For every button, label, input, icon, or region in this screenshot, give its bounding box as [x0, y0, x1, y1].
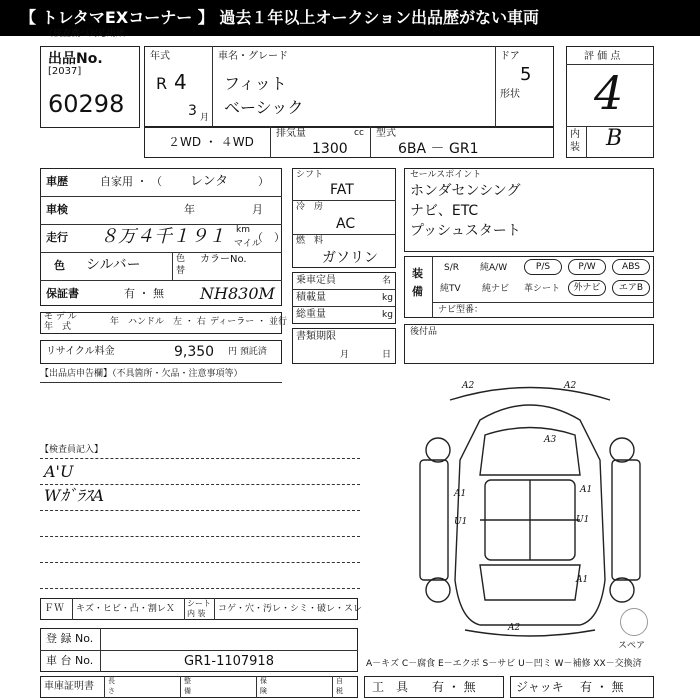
- door-label: ドア: [500, 51, 520, 62]
- history-close: ）: [258, 175, 269, 188]
- recycle-value: 9,350: [174, 344, 215, 360]
- sales-points-label: セールスポイント: [410, 170, 482, 180]
- history-options: 自家用 ・ （: [100, 175, 162, 188]
- spare-tire-icon: [620, 608, 648, 636]
- mileage-unit-km: km: [236, 225, 250, 235]
- navi-model-label: ナビ型番：: [438, 305, 484, 315]
- mark-a2-bottom: A2: [508, 623, 521, 633]
- sales-point-3: プッシュスタート: [410, 223, 521, 239]
- cert-maint-1: 整: [184, 677, 191, 685]
- cert-length-2: さ: [108, 687, 115, 695]
- model-year-dealer: ディーラー ・ 並行: [210, 317, 288, 327]
- lot-label: 出品No.: [48, 51, 103, 67]
- seller-notes-label: 【出品店申告欄】（不具箇所・欠品・注意事項等）: [40, 369, 243, 379]
- sales-point-1: ホンダセンシング: [410, 183, 521, 199]
- cert-maint-2: 備: [184, 687, 191, 695]
- shape-label: 形状: [500, 89, 520, 100]
- equip-airbag: エアB: [612, 280, 650, 296]
- spare-label: スペア: [618, 641, 646, 651]
- mileage-label: 走行: [46, 231, 68, 244]
- mark-a1-right-low: A1: [576, 575, 589, 585]
- year-month-suffix: 月: [200, 113, 210, 123]
- mark-u1-right: U1: [576, 515, 590, 525]
- mark-a1-left: A1: [454, 489, 467, 499]
- model-year-label-1: モ デ ル: [44, 312, 77, 322]
- color-code-label: カラーNo.: [200, 254, 247, 265]
- history-label: 車歴: [46, 175, 68, 188]
- mileage-paren: （ ）: [252, 231, 285, 244]
- inspector-notes-label: 【検査員記入】: [40, 445, 104, 455]
- fw-label: ＦＷ: [44, 603, 64, 614]
- equip-abs: ABS: [612, 259, 650, 275]
- year-value: 4: [174, 70, 187, 94]
- mark-a2-top-left: A2: [462, 381, 475, 391]
- equip-leather: 革シート: [524, 284, 561, 294]
- page-banner: 【 トレタマEXコーナー 】 過去１年以上オークション出品歴がない車両: [0, 0, 700, 36]
- load-label: 積載量: [296, 292, 326, 303]
- capacity-label: 乗車定員: [296, 275, 336, 286]
- equip-ext-navi: 外ナビ: [568, 280, 606, 296]
- displacement-value: 1300: [312, 141, 348, 157]
- capacity-unit: 名: [382, 276, 392, 286]
- interior-label-2: 装: [570, 142, 580, 153]
- doc-deadline-month: 月: [340, 350, 350, 360]
- color-change-1: 色: [176, 254, 186, 264]
- fw-items: キズ・ヒビ・凸・割レＸ: [76, 604, 175, 614]
- tools-label: 工 具: [372, 680, 409, 694]
- fuel-value: ガソリン: [322, 250, 378, 266]
- recycle-unit: 円 預託済: [228, 347, 267, 357]
- car-damage-diagram: [410, 380, 650, 640]
- cert-tax-2: 税: [336, 687, 343, 695]
- mileage-value: ８万４千１９１: [100, 226, 226, 247]
- color-label: 色: [54, 259, 65, 272]
- displacement-label: 排気量: [276, 128, 306, 139]
- model-value: 6BA － GR1: [398, 141, 479, 157]
- model-year-year: 年: [110, 317, 120, 327]
- year-label: 年式: [150, 51, 170, 62]
- mark-a1-right: A1: [580, 485, 593, 495]
- color-code: NH830M: [200, 284, 275, 303]
- top-note: （検査機づ対応用紙: [44, 29, 126, 39]
- interior-label-1: 内: [570, 129, 580, 140]
- model-year-handle: ハンドル 左 ・ 右: [128, 317, 206, 327]
- car-label: 車名・グレード: [218, 51, 288, 62]
- cert-length-1: 長: [108, 677, 115, 685]
- shift-label: シフト: [296, 170, 324, 180]
- aircon-value: AC: [336, 216, 356, 232]
- seat-label-2: 内 装: [187, 609, 206, 618]
- doc-deadline-label: 書類期限: [296, 331, 336, 342]
- aftermarket-label: 後付品: [410, 327, 438, 337]
- inspection-month: 月: [252, 203, 263, 216]
- jack-options: 有 ・ 無: [580, 680, 624, 694]
- weight-label: 総重量: [296, 309, 326, 320]
- registration-label: 登 録 No.: [46, 632, 94, 645]
- equip-navi: 純ナビ: [482, 284, 510, 294]
- cert-ins-1: 保: [260, 677, 267, 685]
- car-name: フィット: [224, 74, 287, 93]
- interior-value: B: [606, 126, 623, 151]
- model-label: 型式: [376, 128, 396, 139]
- jack-label: ジャッキ: [516, 680, 564, 694]
- cert-ins-2: 険: [260, 687, 267, 695]
- equip-aw: 純A/W: [480, 263, 508, 273]
- equipment-label-2: 備: [412, 285, 423, 298]
- aftermarket-box: [404, 324, 654, 364]
- aircon-label: 冷 房: [296, 202, 324, 212]
- door-value: 5: [520, 64, 532, 85]
- score-label: 評 価 点: [584, 51, 621, 62]
- equip-sr: S/R: [444, 263, 459, 273]
- seat-label-1: シート: [187, 599, 211, 608]
- cert-label: 車庫証明書: [44, 681, 94, 692]
- year-era: R: [156, 74, 168, 93]
- mileage-unit-mile: マイル: [234, 239, 261, 249]
- year-month: 3: [188, 103, 197, 119]
- shift-value: FAT: [330, 182, 354, 198]
- warranty-options: 有 ・ 無: [124, 287, 164, 300]
- equip-pw: P/W: [568, 259, 606, 275]
- mark-a2-top-right: A2: [564, 381, 577, 391]
- equip-ps: P/S: [524, 259, 562, 275]
- doc-deadline-day: 日: [382, 350, 392, 360]
- mark-a3: A3: [544, 435, 557, 445]
- equip-tv: 純TV: [440, 284, 461, 294]
- history-value: レンタ: [190, 174, 229, 189]
- lot-number: 60298: [48, 90, 125, 118]
- inspector-note-2: WｶﾞﾗｽA: [44, 486, 105, 505]
- fuel-label: 燃 料: [296, 236, 324, 246]
- model-year-label-2: 年 式: [44, 322, 72, 332]
- inspection-label: 車検: [46, 203, 68, 216]
- damage-legend: A－キズ C－腐食 E－エクボ S－サビ U－凹ミ W－補修 XX－交換済: [366, 659, 642, 669]
- tools-options: 有 ・ 無: [432, 680, 476, 694]
- seat-items: コゲ・穴・汚レ・シミ・破レ・スレ: [218, 604, 363, 614]
- inspector-note-1: A'U: [44, 462, 74, 481]
- equipment-label-1: 装: [412, 267, 423, 280]
- weight-unit: kg: [382, 310, 393, 320]
- chassis-label: 車 台 No.: [46, 654, 94, 667]
- inspection-year: 年: [184, 203, 195, 216]
- lot-bracket: [2037]: [48, 66, 82, 77]
- mark-u1-left: U1: [454, 517, 468, 527]
- load-unit: kg: [382, 293, 393, 303]
- sales-point-2: ナビ、ETC: [410, 203, 479, 219]
- color-value: シルバー: [86, 257, 141, 273]
- color-change-2: 替: [176, 266, 186, 276]
- car-grade: ベーシック: [224, 98, 304, 117]
- recycle-label: リサイクル料金: [46, 346, 115, 357]
- cert-tax-1: 自: [336, 677, 343, 685]
- displacement-unit: cc: [354, 128, 364, 138]
- warranty-label: 保証書: [46, 287, 79, 300]
- score-value: 4: [594, 66, 624, 120]
- drive: ２WD ・ ４WD: [168, 135, 254, 149]
- chassis-value: GR1-1107918: [184, 654, 274, 669]
